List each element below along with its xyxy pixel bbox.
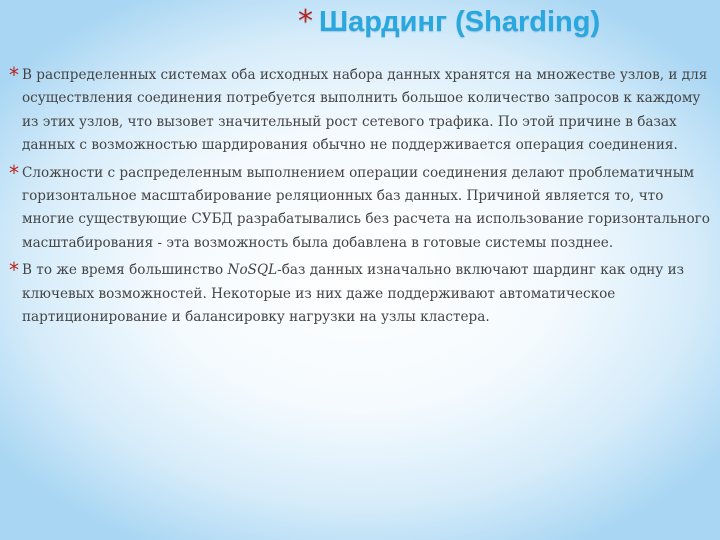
bullet-item — [8, 259, 712, 329]
bullet-asterisk-icon: * — [9, 63, 19, 87]
slide-title-text: Шардинг (Sharding) — [319, 6, 601, 38]
bullet-asterisk-icon: * — [9, 258, 19, 283]
bullet-text: Сложности с распределенным выполнением операции соединения делают проблематичным горизонтальное масштабирование реляционных баз данных. Причиной является то, что многие существующие СУБД разрабатывались без расчета на использование горизонтального масштабирования - эта возможность была добавлена в готовые системы позднее. — [22, 164, 710, 251]
title-asterisk-icon: * — [298, 4, 313, 39]
bullet-asterisk-icon: * — [9, 160, 19, 185]
bullet-text-before: В то же время большинство — [22, 262, 228, 279]
bullet-item — [8, 162, 712, 256]
nosql-emphasis: NoSQL — [227, 262, 278, 279]
slide-title — [298, 2, 600, 42]
bullet-text — [22, 262, 684, 325]
bullet-item — [8, 64, 712, 158]
bullet-text-after: -баз данных изначально включают шардинг как одну из ключевых возможностей. Некоторые из них даже поддерживают автоматическое партиционирование и балансировку нагрузки на узлы кластера. — [22, 262, 685, 326]
bullet-text: В распределенных системах оба исходных набора данных хранятся на множестве узлов, и для осуществления соединения потребуется выполнить большое количество запросов к каждому из этих узлов, что вызовет значительный рост сетевого трафика. По этой причине в базах данных с возможностью шардирования обычно не поддерживается операция соединения. — [22, 67, 708, 154]
bullet-list — [8, 64, 712, 333]
